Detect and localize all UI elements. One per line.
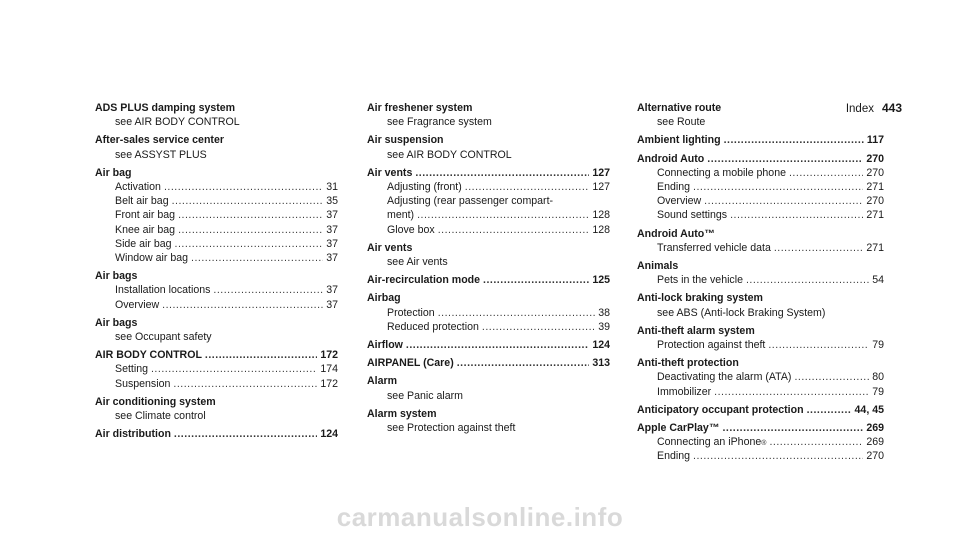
leader-dots — [746, 273, 869, 287]
index-term-text: Air bag — [95, 166, 132, 179]
subentry-text: Overview — [657, 195, 702, 208]
index-term — [637, 259, 884, 273]
index-entry — [95, 101, 338, 129]
index-term-text: Alarm system — [367, 407, 437, 420]
subentry-text: Connecting a mobile phone — [657, 166, 786, 179]
subentry — [637, 180, 884, 194]
page-ref: 54 — [872, 274, 884, 287]
subentry-text: Activation — [115, 181, 161, 194]
page-ref: 80 — [872, 371, 884, 384]
page-ref: 172 — [320, 377, 338, 390]
index-term — [367, 356, 610, 370]
subentry — [95, 223, 338, 237]
subentry — [367, 223, 610, 237]
index-entry — [637, 356, 884, 399]
index-term — [95, 427, 338, 441]
subentry — [367, 320, 610, 334]
index-term-text: Air vents — [367, 241, 413, 254]
subentry-text: Knee air bag — [115, 223, 176, 236]
index-entry — [367, 241, 610, 269]
leader-dots — [438, 306, 596, 320]
index-entry — [95, 395, 338, 423]
index-term — [367, 133, 610, 147]
leader-dots — [162, 298, 323, 312]
leader-dots — [205, 348, 317, 362]
index-entry — [637, 152, 884, 223]
subentry-text: Pets in the vehicle — [657, 274, 743, 287]
index-column-2 — [367, 101, 610, 439]
section-label: Index — [845, 103, 874, 115]
page-ref: 125 — [592, 274, 610, 287]
leader-dots — [417, 208, 589, 222]
see-reference: see AIR BODY CONTROL — [115, 116, 240, 129]
index-term-text: AIR BODY CONTROL — [95, 349, 202, 362]
page-ref: 270 — [866, 166, 884, 179]
see-reference: see Climate control — [115, 410, 206, 423]
index-entry — [637, 421, 884, 464]
subentry — [637, 370, 884, 384]
index-term — [637, 152, 884, 166]
index-term-text: After-sales service center — [95, 134, 224, 147]
index-term — [637, 101, 884, 115]
subentry-text: Ending — [657, 450, 690, 463]
see-reference: see Route — [657, 116, 706, 129]
index-entry — [95, 348, 338, 391]
subentry — [637, 241, 884, 255]
index-term-text: ADS PLUS damping system — [95, 102, 236, 114]
index-term — [95, 166, 338, 180]
subentry-text: Side air bag — [115, 237, 172, 250]
page-ref: 117 — [866, 134, 884, 147]
index-term-text: Airbag — [367, 292, 401, 305]
subentry — [367, 180, 610, 194]
index-term — [367, 101, 610, 115]
leader-dots — [213, 283, 323, 297]
leader-dots — [415, 166, 589, 180]
index-term-text: Air distribution — [95, 428, 171, 441]
leader-dots — [774, 241, 863, 255]
subentry: Connecting an iPhone ® ..... 269 — [637, 435, 884, 449]
see-reference: see Protection against theft — [387, 422, 516, 435]
subentry-text: Transferred vehicle data — [657, 241, 771, 254]
page-ref: 37 — [326, 252, 338, 265]
page-ref: 270 — [866, 152, 884, 165]
leader-dots — [174, 427, 317, 441]
index-term — [637, 421, 884, 435]
subentry — [637, 385, 884, 399]
subentry — [95, 251, 338, 265]
subentry-text: Setting — [115, 363, 148, 376]
page-ref: 128 — [592, 209, 610, 222]
leader-dots — [191, 251, 323, 265]
index-entry — [95, 166, 338, 265]
index-entry — [637, 259, 884, 287]
index-entry — [95, 427, 338, 441]
subentry — [637, 194, 884, 208]
index-term-text: Air bags — [95, 270, 138, 283]
index-term-text: Air conditioning system — [95, 395, 216, 408]
leader-dots — [482, 320, 595, 334]
page-number: 443 — [881, 101, 902, 115]
page-ref: 127 — [592, 166, 610, 179]
index-term — [95, 316, 338, 330]
page-ref: 124 — [592, 339, 610, 352]
index-term-text: Apple CarPlay™ — [637, 422, 720, 435]
leader-dots — [178, 223, 323, 237]
see-reference: see ABS (Anti-lock Braking System) — [657, 306, 826, 319]
index-term-text: Alarm — [367, 375, 398, 388]
subentry-text: Window air bag — [115, 252, 189, 265]
index-term-text: Air vents — [367, 166, 413, 179]
index-term-text: Anti-theft protection — [637, 357, 739, 370]
page-ref: 174 — [320, 363, 338, 376]
page-ref: 35 — [326, 195, 338, 208]
index-term — [637, 324, 884, 338]
leader-dots — [173, 377, 317, 391]
subentry-text: Reduced protection — [387, 320, 479, 333]
subentry-text: Immobilizer — [657, 385, 712, 398]
subentry — [637, 208, 884, 222]
index-term-text: Ambient lighting — [637, 134, 721, 147]
page-ref: 39 — [598, 320, 610, 333]
page-ref: 37 — [326, 284, 338, 297]
page-ref: 270 — [866, 195, 884, 208]
index-term-text: Alternative route — [637, 102, 722, 114]
subentry — [367, 208, 610, 222]
index-entry — [367, 291, 610, 334]
leader-dots — [151, 362, 317, 376]
index-entry — [637, 133, 884, 147]
leader-dots — [465, 180, 590, 194]
subentry-text: Suspension — [115, 377, 171, 390]
subentry-text: Belt air bag — [115, 195, 169, 208]
index-entry — [95, 316, 338, 344]
page-ref: 271 — [866, 181, 884, 194]
page-ref: 79 — [872, 339, 884, 352]
see-reference: see Fragrance system — [387, 116, 492, 129]
leader-dots — [769, 435, 863, 449]
index-term — [637, 403, 884, 417]
leader-dots — [693, 449, 863, 463]
subentry-text: Glove box — [387, 223, 435, 236]
page-ref: 124 — [320, 428, 338, 441]
page-ref: 37 — [326, 223, 338, 236]
index-entry — [637, 227, 884, 255]
index-term — [95, 269, 338, 283]
subentry-text: Deactivating the alarm (ATA) — [657, 371, 792, 384]
subentry — [367, 306, 610, 320]
leader-dots — [704, 194, 863, 208]
subentry-text: Overview — [115, 298, 160, 311]
index-term-text: Anticipatory occupant protection — [637, 403, 804, 416]
index-term — [637, 291, 884, 305]
subentry — [637, 338, 884, 352]
index-term — [95, 348, 338, 362]
index-entry — [367, 101, 610, 129]
page-ref: 172 — [320, 349, 338, 362]
index-term-text: Anti-theft alarm system — [637, 324, 755, 337]
index-term-text: Animals — [637, 260, 679, 273]
subentry — [95, 283, 338, 297]
index-entry — [637, 101, 884, 129]
subentry-line: Adjusting (rear passenger compart- — [387, 195, 554, 208]
page-ref: 127 — [592, 181, 610, 194]
subentry — [637, 273, 884, 287]
index-entry — [367, 374, 610, 402]
see-reference: see AIR BODY CONTROL — [387, 148, 512, 161]
leader-dots — [406, 338, 589, 352]
page-ref: 313 — [592, 357, 610, 370]
subentry-text: Adjusting (front) — [387, 181, 462, 194]
page-ref: 271 — [866, 241, 884, 254]
page-ref: 271 — [866, 209, 884, 222]
page-ref: 128 — [592, 223, 610, 236]
index-entry — [95, 269, 338, 312]
index-entry — [637, 324, 884, 352]
subentry-text: Ending — [657, 181, 690, 194]
leader-dots — [714, 385, 869, 399]
index-term-text: Air bags — [95, 316, 138, 329]
index-term-text: Android Auto™ — [637, 227, 715, 240]
subentry-text: ment) — [387, 209, 415, 222]
watermark: carmanualsonline.info — [336, 502, 624, 532]
see-reference: see Air vents — [387, 256, 448, 269]
index-term — [367, 241, 610, 255]
page-ref: 79 — [872, 385, 884, 398]
index-column-3 — [637, 101, 884, 468]
leader-dots — [789, 166, 863, 180]
index-term — [367, 291, 610, 305]
subentry — [95, 377, 338, 391]
leader-dots — [457, 356, 590, 370]
index-term — [637, 356, 884, 370]
page-ref: 269 — [866, 436, 884, 449]
subentry-text: Installation locations — [115, 284, 211, 297]
page-ref: 269 — [866, 422, 884, 435]
page-ref: 44, 45 — [854, 403, 884, 416]
subentry — [95, 298, 338, 312]
subentry — [95, 237, 338, 251]
index-term — [367, 374, 610, 388]
leader-dots — [438, 223, 590, 237]
subentry — [95, 180, 338, 194]
index-entry — [637, 291, 884, 319]
leader-dots — [164, 180, 323, 194]
see-reference: see Occupant safety — [115, 331, 212, 344]
index-term — [637, 227, 884, 241]
index-term-text: Air freshener system — [367, 102, 473, 114]
index-entry — [637, 403, 884, 417]
subentry-text: Protection — [387, 306, 435, 319]
index-entry — [367, 133, 610, 161]
subentry — [637, 449, 884, 463]
index-term — [95, 133, 338, 147]
subentry — [95, 194, 338, 208]
page-ref: 37 — [326, 298, 338, 311]
index-term-text: Airflow — [367, 339, 403, 352]
index-term — [95, 101, 338, 115]
index-term-text: Android Auto — [637, 152, 705, 165]
index-entry — [367, 356, 610, 370]
see-reference: see ASSYST PLUS — [115, 148, 207, 161]
subentry-text: Protection against theft — [657, 339, 766, 352]
index-term-text: Anti-lock braking system — [637, 292, 763, 305]
leader-dots — [178, 208, 323, 222]
subentry-text: Sound settings — [657, 209, 728, 222]
index-term — [367, 273, 610, 287]
leader-dots — [807, 403, 852, 417]
leader-dots — [724, 133, 864, 147]
leader-dots — [172, 194, 324, 208]
index-entry — [95, 133, 338, 161]
page-ref: 37 — [326, 209, 338, 222]
index-entry — [367, 407, 610, 435]
index-term — [367, 407, 610, 421]
page-ref: 38 — [598, 306, 610, 319]
leader-dots — [730, 208, 863, 222]
index-term-text: AIRPANEL (Care) — [367, 357, 454, 370]
leader-dots — [794, 370, 869, 384]
index-term — [637, 133, 884, 147]
index-entry — [367, 273, 610, 287]
subentry — [637, 166, 884, 180]
index-entry — [367, 338, 610, 352]
page-ref: 270 — [866, 450, 884, 463]
see-reference: see Panic alarm — [387, 389, 463, 402]
leader-dots — [693, 180, 863, 194]
index-entry — [367, 166, 610, 237]
index-term-text: Air suspension — [367, 134, 444, 147]
page-ref: 31 — [326, 181, 338, 194]
index-term-text: Air-recirculation mode — [367, 274, 481, 287]
index-column-1 — [95, 101, 338, 445]
index-term — [367, 338, 610, 352]
subentry — [95, 362, 338, 376]
subentry — [95, 208, 338, 222]
leader-dots — [483, 273, 589, 287]
page-ref: 37 — [326, 237, 338, 250]
leader-dots — [175, 237, 324, 251]
leader-dots — [707, 152, 863, 166]
subentry-text: Connecting an iPhone — [657, 436, 762, 449]
index-term — [95, 395, 338, 409]
leader-dots — [722, 421, 863, 435]
subentry-text: Front air bag — [115, 209, 176, 222]
leader-dots — [768, 338, 869, 352]
index-term — [367, 166, 610, 180]
